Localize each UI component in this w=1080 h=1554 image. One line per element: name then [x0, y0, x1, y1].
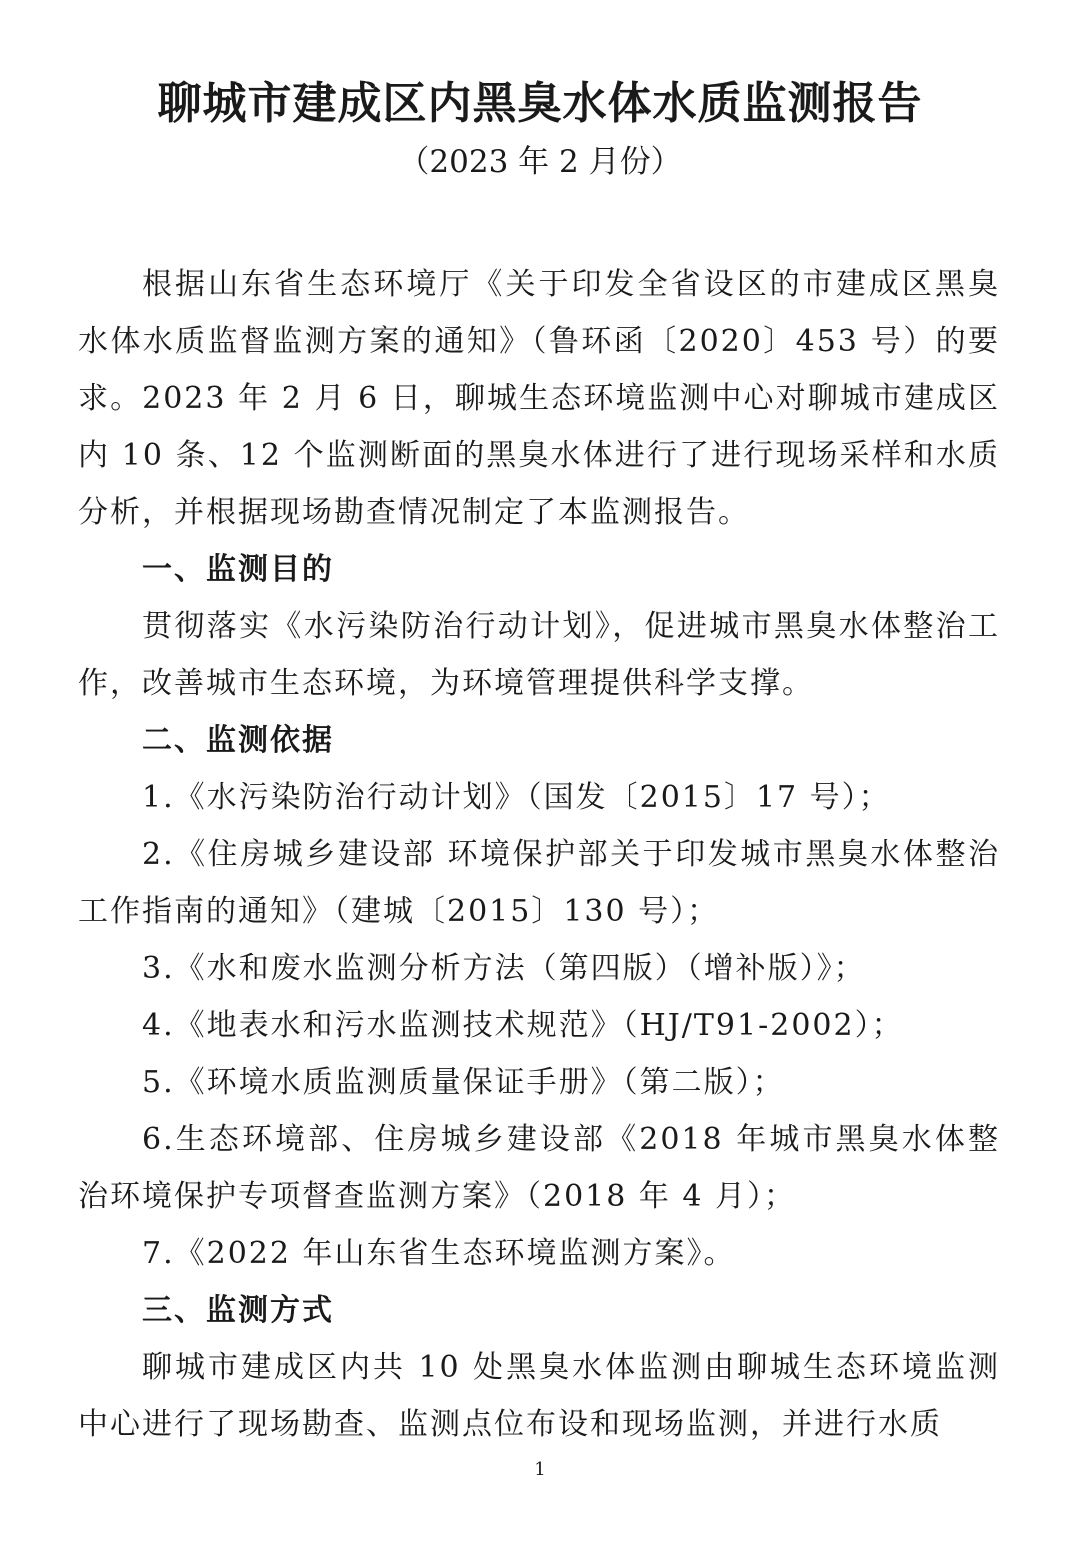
basis-item-7: 7.《2022 年山东省生态环境监测方案》。 [142, 1236, 736, 1271]
intro-paragraph: 根据山东省生态环境厅《关于印发全省设区的市建成区黑臭水体水质监督监测方案的通知》（鲁环函〔2020〕453 号）的要求。2023 年 2 月 6 日，聊城生态环境监测中心对聊城市建成区内 10 条、12 个监测断面的黑臭水体进行了进行现场采样和水质分析，并根据现场勘查情况制定了本监测报告。 [78, 267, 1000, 530]
basis-item-6: 6.生态环境部、住房城乡建设部《2018 年城市黑臭水体整治环境保护专项督查监测方案》（2018 年 4 月）； [78, 1122, 1000, 1214]
basis-item-3: 3.《水和废水监测分析方法（第四版）（增补版）》； [142, 951, 866, 986]
basis-item-1: 1.《水污染防治行动计划》（国发〔2015〕17 号）； [142, 780, 891, 815]
page-number: 1 [534, 1459, 546, 1480]
document-body [78, 256, 1000, 1453]
document-title: 聊城市建成区内黑臭水体水质监测报告 [157, 78, 923, 129]
basis-item-2: 2.《住房城乡建设部 环境保护部关于印发城市黑臭水体整治工作指南的通知》（建城〔2015〕130 号）； [78, 837, 1000, 929]
basis-item-5: 5.《环境水质监测质量保证手册》（第二版）； [142, 1065, 785, 1100]
section-heading-purpose: 一、监测目的 [142, 552, 334, 587]
basis-item-4: 4.《地表水和污水监测技术规范》（HJ/T91-2002）； [142, 1008, 904, 1043]
document-subtitle: （2023 年 2 月份） [398, 144, 682, 180]
section-heading-basis: 二、监测依据 [142, 723, 334, 758]
method-paragraph: 聊城市建成区内共 10 处黑臭水体监测由聊城生态环境监测中心进行了现场勘查、监测点位布设和现场监测，并进行水质 [78, 1350, 1000, 1442]
purpose-paragraph: 贯彻落实《水污染防治行动计划》，促进城市黑臭水体整治工作，改善城市生态环境，为环境管理提供科学支撑。 [78, 609, 1000, 701]
section-heading-method: 三、监测方式 [142, 1293, 334, 1328]
